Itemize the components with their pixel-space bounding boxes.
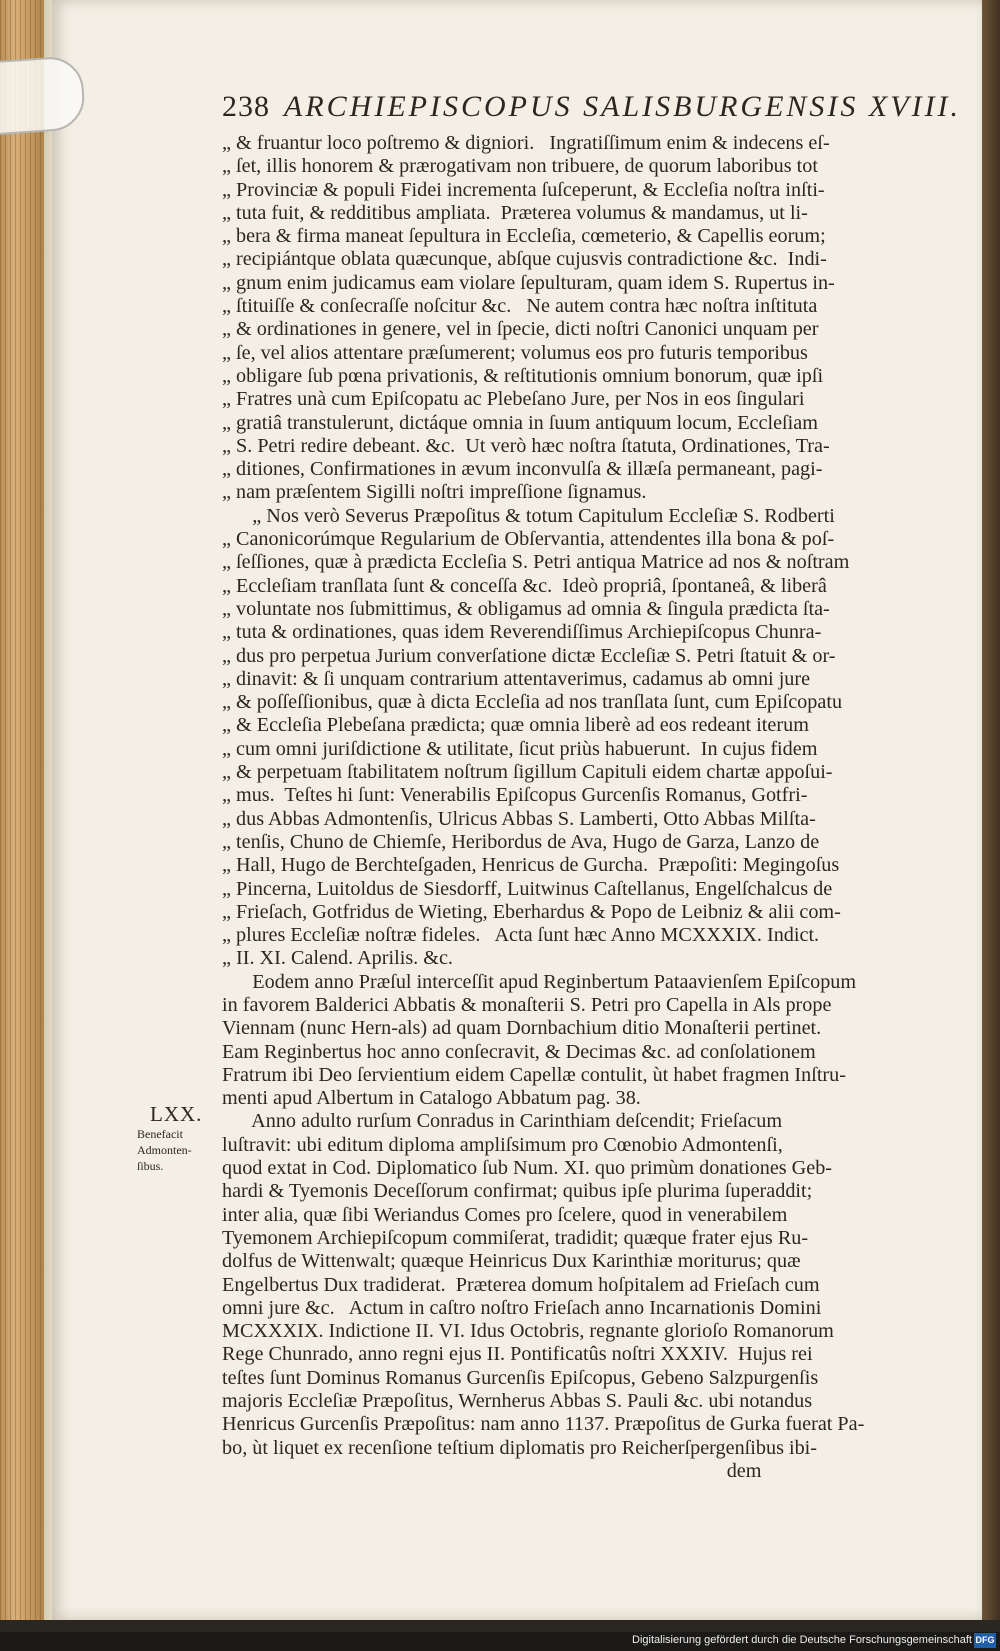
text-line: bo, ùt liquet ex recenſione teſtium diplomatis pro Reicherſpergenſibus ibi- — [222, 1436, 818, 1459]
text-line: Engelbertus Dux tradiderat. Præterea domum hoſpitalem ad Frieſach cum — [222, 1273, 820, 1296]
page-header — [222, 90, 962, 134]
text-line: dem — [222, 1459, 762, 1482]
text-line: „ dus pro perpetua Jurium converſatione dictæ Eccleſiæ S. Petri ſtatuit & or- — [222, 644, 836, 667]
text-line: „ tuta fuit, & redditibus ampliata. Præterea volumus & mandamus, ut li- — [222, 201, 808, 224]
text-line: „ & ordinationes in genere, vel in ſpecie, dicti noſtri Canonici unquam per — [222, 318, 819, 341]
text-line: „ Fratres unà cum Epiſcopatu ac Plebeſano Jure, per Nos in eos ſingulari — [222, 388, 805, 411]
text-line: „ ſe, vel alios attentare præſumerent; volumus eos pro futuris temporibus — [222, 341, 808, 364]
text-line: „ & fruantur loco poſtremo & digniori. Ingratiſſimum enim & indecens eſ- — [222, 132, 830, 154]
text-line: „ Frieſach, Gotfridus de Wieting, Eberhardus & Popo de Leibniz & alii com- — [222, 900, 841, 923]
text-line: „ S. Petri redire debeant. &c. Ut verò hæc noſtra ſtatuta, Ordinationes, Tra- — [222, 434, 830, 457]
text-line: „ voluntate nos ſubmittimus, & obligamus ad omnia & ſingula prædicta ſta- — [222, 597, 830, 620]
text-line: „ Eccleſiam tranſlata ſunt & conceſſa &c. Ideò propriâ, ſpontaneâ, & liberâ — [222, 574, 827, 597]
text-line: „ cum omni juriſdictione & utilitate, ſicut priùs habuerunt. In cujus fidem — [222, 737, 818, 760]
text-line: „ & perpetuam ſtabilitatem noſtrum ſigillum Capituli eidem chartæ appoſui- — [222, 761, 833, 784]
text-line: Fratrum ibi Deo ſervientium eidem Capellæ contulit, ùt habet fragmen Inſtru- — [222, 1063, 846, 1086]
text-line: „ ſeſſiones, quæ à prædicta Eccleſia S. Petri antiqua Matrice ad nos & noſtram — [222, 551, 850, 574]
page-number: 238 — [222, 90, 270, 123]
text-line: „ mus. Teſtes hi ſunt: Venerabilis Epiſcopus Gurcenſis Romanus, Gotfri- — [222, 784, 808, 807]
body-text — [222, 132, 912, 1483]
text-line: „ Nos verò Severus Præpoſitus & totum Capitulum Eccleſiæ S. Rodberti — [222, 504, 835, 527]
dfg-logo: DFG — [974, 1633, 996, 1648]
text-line: „ Provinciæ & populi Fidei incrementa ſuſceperunt, & Eccleſia noſtra inſti- — [222, 178, 825, 201]
text-line: MCXXXIX. Indictione II. VI. Idus Octobris, regnante glorioſo Romanorum — [222, 1320, 834, 1343]
text-line: „ Hall, Hugo de Berchteſgaden, Henricus de Gurcha. Præpoſiti: Megingoſus — [222, 854, 840, 877]
text-line: dolfus de Wittenwalt; quæque Heinricus Dux Karinthiæ moriturus; quæ — [222, 1250, 801, 1273]
text-line: „ ſet, illis honorem & prærogativam non tribuere, de quorum laboribus tot — [222, 155, 818, 178]
text-line: „ & poſſeſſionibus, quæ à dicta Eccleſia ad nos tranſlata ſunt, cum Epiſcopatu — [222, 691, 843, 714]
text-line: luſtravit: ubi editum diploma ampliſsimum pro Cœnobio Admontenſi, — [222, 1133, 783, 1156]
book-binding — [0, 0, 48, 1620]
text-line: Tyemonem Archiepiſcopum commiſerat, tradidit; quæque frater ejus Ru- — [222, 1226, 809, 1249]
text-line: inter alia, quæ ſibi Weriandus Comes pro ſcelere, quod in venerabilem — [222, 1203, 788, 1226]
text-line: „ plures Eccleſiæ noſtræ fideles. Acta ſunt hæc Anno MCXXXIX. Indict. — [222, 924, 820, 947]
margin-section-numeral: LXX. — [150, 1102, 203, 1126]
text-line: quod extat in Cod. Diplomatico ſub Num. XI. quo primùm donationes Geb- — [222, 1157, 833, 1180]
text-line: „ ditiones, Confirmationes in ævum inconvulſa & illæſa permaneant, pagi- — [222, 458, 823, 481]
text-line: Anno adulto rurſum Conradus in Carinthiam deſcendit; Frieſacum — [222, 1110, 783, 1133]
text-line: Viennam (nunc Hern-als) ad quam Dornbachium ditio Monaſterii pertinet. — [222, 1017, 822, 1040]
text-line: Eam Reginbertus hoc anno conſecravit, & Decimas &c. ad conſolationem — [222, 1040, 816, 1063]
text-line: „ bera & firma maneat ſepultura in Eccleſia, cœmeterio, & Capellis eorum; — [222, 225, 826, 248]
text-line: „ ſtituiſſe & conſecraſſe noſcitur &c. Ne autem contra hæc noſtra inſtituta — [222, 295, 818, 318]
text-line: Henricus Gurcenſis Præpoſitus: nam anno 1137. Præpoſitus de Gurka fuerat Pa- — [222, 1413, 865, 1436]
text-line: menti apud Albertum in Catalogo Abbatum pag. 38. — [222, 1087, 641, 1110]
text-line: „ obligare ſub pœna privationis, & reſtitutionis omnium bonorum, quæ ipſi — [222, 364, 824, 387]
text-line: „ & Eccleſia Plebeſana prædicta; quæ omnia liberè ad eos redeant iterum — [222, 714, 809, 737]
text-line: „ Canonicorúmque Regularium de Obſervantia, attendentes illa bona & poſ- — [222, 528, 835, 551]
text-line: Rege Chunrado, anno regni ejus II. Pontificatûs noſtri XXXIV. Hujus rei — [222, 1343, 813, 1366]
text-line: „ tuta & ordinationes, quas idem Reverendiſſimus Archiepiſcopus Chunra- — [222, 621, 822, 644]
text-line: „ dinavit: & ſi unquam contrarium attentaverimus, cadamus ab omni jure — [222, 667, 811, 690]
text-line: in favorem Balderici Abbatis & monaſterii S. Petri pro Capella in Als prope — [222, 993, 832, 1016]
text-line: teſtes ſunt Dominus Romanus Gurcenſis Epiſcopus, Gebeno Salzpurgenſis — [222, 1366, 819, 1389]
text-line: hardi & Tyemonis Deceſſorum confirmat; quibus ipſe plurima ſuperaddit; — [222, 1180, 813, 1203]
text-line: „ recipiántque oblata quæcunque, abſque cujusvis contradictione &c. Indi- — [222, 248, 827, 271]
text-line: omni jure &c. Actum in caſtro noſtro Frieſach anno Incarnationis Domini — [222, 1296, 822, 1319]
text-line: „ nam præſentem Sigilli noſtri impreſſione ſignamus. — [222, 481, 647, 504]
text-line: majoris Eccleſiæ Præpoſitus, Wernherus Abbas S. Pauli &c. ubi notandus — [222, 1390, 813, 1413]
text-line: „ II. XI. Calend. Aprilis. &c. — [222, 947, 453, 970]
next-page-edge — [982, 0, 1000, 1620]
text-line: „ gnum enim judicamus eam violare ſepulturam, quam idem S. Rupertus in- — [222, 271, 835, 294]
text-line: „ dus Abbas Admontenſis, Ulricus Abbas S. Lamberti, Otto Abbas Milſta- — [222, 807, 816, 830]
running-title: ARCHIEPISCOPUS SALISBURGENSIS XVIII. — [284, 90, 962, 123]
text-line: Eodem anno Præſul interceſſit apud Reginbertum Pataavienſem Epiſcopum — [222, 970, 857, 993]
text-line: „ gratiâ transtulerunt, dictáque omnia in ſuum antiquum locum, Eccleſiam — [222, 411, 818, 434]
text-line: „ tenſis, Chuno de Chiemſe, Heribordus de Ava, Hugo de Garza, Lanzo de — [222, 830, 820, 853]
text-line: „ Pincerna, Luitoldus de Siesdorff, Luitwinus Caſtellanus, Engelſchalcus de — [222, 877, 833, 900]
funding-credit: Digitalisierung gefördert durch die Deutsche Forschungsgemeinschaft — [632, 1634, 972, 1646]
margin-note: Benefacit Admonten-ſibus. — [137, 1127, 192, 1173]
